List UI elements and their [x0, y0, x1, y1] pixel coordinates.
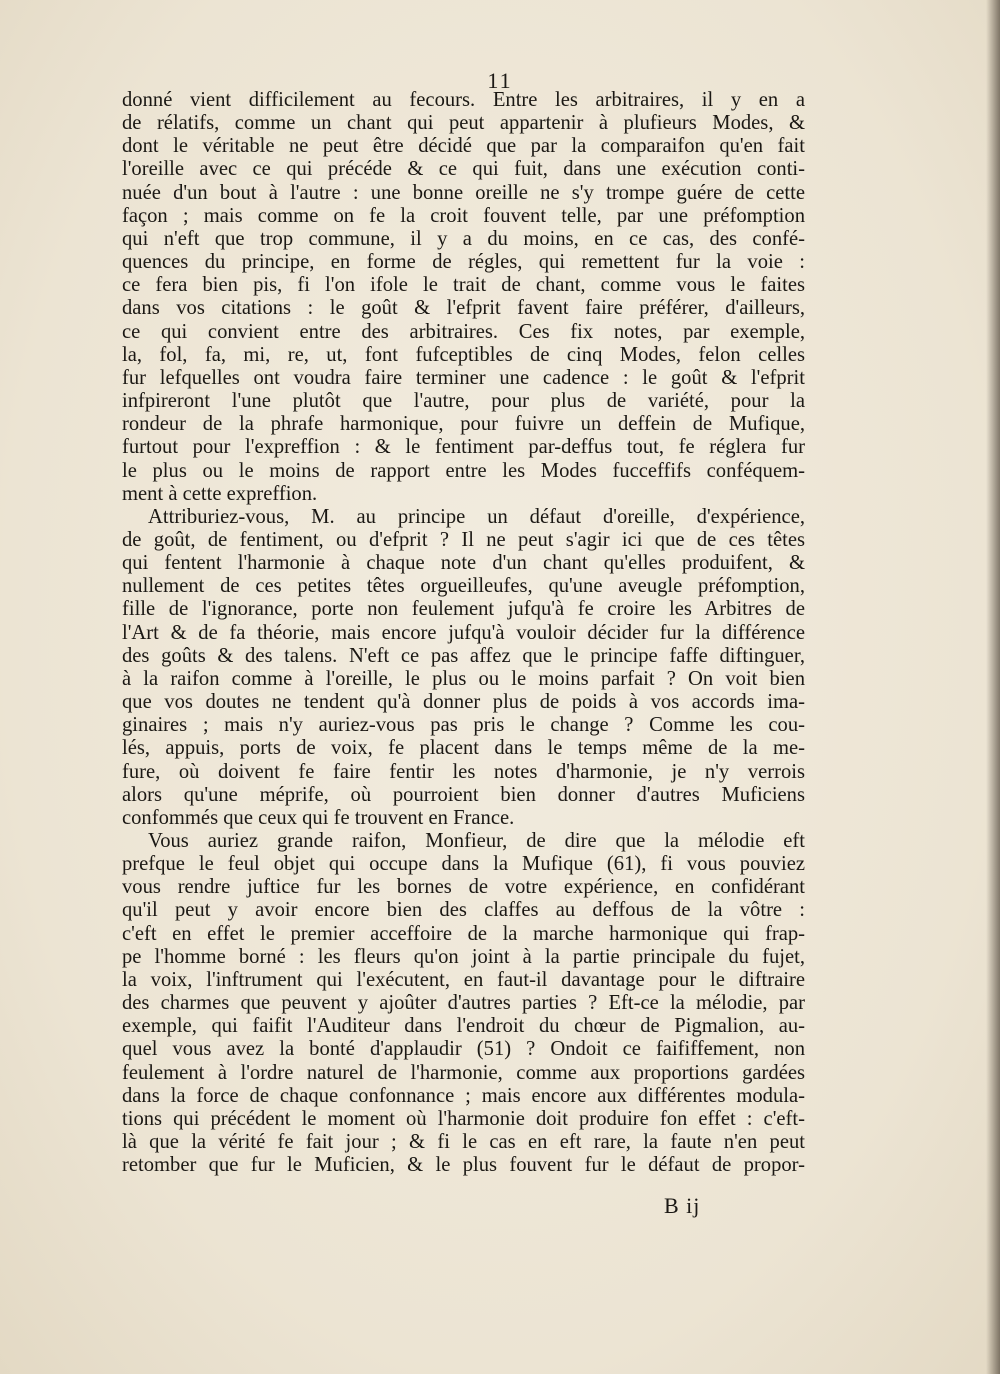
text-line: le plus ou le moins de rapport entre les Modes fucceffifs conféquem- — [122, 459, 805, 482]
text-line: c'eft en effet le premier acceffoire de la marche harmonique qui frap- — [122, 922, 805, 945]
text-line: la voix, l'inftrument qui l'exécutent, en faut-il davantage pour le diftraire — [122, 968, 805, 991]
text-line: rondeur de la phrafe harmonique, pour fuivre un deffein de Mufique, — [122, 413, 805, 436]
text-line: retomber que fur le Muficien, & le plus fouvent fur le défaut de propor- — [122, 1154, 805, 1177]
text-line: pe l'homme borné : les fleurs qu'on joint à la partie principale du fujet, — [122, 945, 805, 968]
text-line: furtout pour l'expreffion : & le fentiment par-deffus tout, fe réglera fur — [122, 436, 805, 459]
text-line: ment à cette expreffion. — [122, 482, 318, 505]
text-line: alors qu'une méprife, où pourroient bien donner d'autres Muficiens — [122, 783, 805, 806]
text-line: ginaires ; mais n'y auriez-vous pas pris le change ? Comme les cou- — [122, 714, 805, 737]
text-line: nullement de ces petites têtes orgueilleufes, qu'une aveugle préfomption, — [122, 575, 805, 598]
text-line: tions qui précédent le moment où l'harmonie doit produire fon effet : c'eft- — [122, 1107, 805, 1130]
text-line: dont le véritable ne peut être décidé que par la comparaifon qu'en fait — [122, 135, 805, 158]
text-line: ce fera bien pis, fi l'on ifole le trait de chant, comme vous le faites — [122, 274, 805, 297]
text-line: ce qui convient entre des arbitraires. Ces fix notes, par exemple, — [122, 320, 805, 343]
text-line: confommés que ceux qui fe trouvent en France. — [122, 806, 515, 829]
text-line: des charmes que peuvent y ajoûter d'autres parties ? Eft-ce la mélodie, par — [122, 992, 805, 1015]
text-line: l'oreille avec ce qui précéde & ce qui fuit, dans une exécution conti- — [122, 158, 805, 181]
text-line: fur lefquelles ont voudra faire terminer une cadence : le goût & l'efprit — [122, 366, 805, 389]
text-line: infpireront l'une plutôt que l'autre, pour plus de variété, pour la — [122, 390, 805, 413]
text-line: vous rendre juftice fur les bornes de votre expérience, en confidérant — [122, 876, 805, 899]
text-line: dans vos citations : le goût & l'efprit favent faire préférer, d'ailleurs, — [122, 297, 805, 320]
text-line: de rélatifs, comme un chant qui peut appartenir à plufieurs Modes, & — [122, 112, 805, 135]
text-line: à la raifon comme à l'oreille, le plus ou le moins parfait ? On voit bien — [122, 667, 805, 690]
page-number: 11 — [487, 68, 513, 93]
body-text — [122, 89, 805, 1177]
text-line: lés, appuis, ports de voix, fe placent dans le temps même de la me- — [122, 737, 805, 760]
text-line: prefque le feul objet qui occupe dans la Mufique (61), fi vous pouviez — [122, 853, 805, 876]
text-line: exemple, qui faifit l'Auditeur dans l'endroit du chœur de Pigmalion, au- — [122, 1015, 805, 1038]
text-line: de goût, de fentiment, ou d'efprit ? Il ne peut s'agir ici que de ces têtes — [122, 528, 805, 551]
text-line: qui n'eft que trop commune, il y a du moins, en ce cas, des confé- — [122, 227, 805, 250]
text-line: feulement à l'ordre naturel de l'harmonie, comme aux proportions gardées — [122, 1061, 805, 1084]
text-line: que vos doutes ne tendent qu'à donner plus de poids à vos accords ima- — [122, 691, 805, 714]
text-line: là que la vérité fe fait jour ; & fi le cas en eft rare, la faute n'en peut — [122, 1131, 805, 1154]
text-line: fure, où doivent fe faire fentir les notes d'harmonie, je n'y verrois — [122, 760, 805, 783]
signature-mark: B ij — [664, 1193, 701, 1218]
text-line: fille de l'ignorance, porte non feulement jufqu'à fe croire les Arbitres de — [122, 598, 805, 621]
text-line: quel vous avez la bonté d'applaudir (51) ? Ondoit ce faififfement, non — [122, 1038, 805, 1061]
page-edge-shadow — [986, 0, 1000, 1374]
text-line: Attriburiez-vous, M. au principe un défaut d'oreille, d'expérience, — [148, 505, 805, 528]
text-line: qu'il peut y avoir encore bien des claffes au deffous de la vôtre : — [122, 899, 805, 922]
text-line: Vous auriez grande raifon, Monfieur, de dire que la mélodie eft — [148, 830, 805, 852]
text-line: façon ; mais comme on fe la croit fouvent telle, par une préfomption — [122, 204, 805, 227]
text-line: nuée d'un bout à l'autre : une bonne oreille ne s'y trompe guére de cette — [122, 181, 805, 204]
text-line: dans la force de chaque confonnance ; mais encore aux différentes modula- — [122, 1084, 805, 1107]
text-line: qui fentent l'harmonie à chaque note d'un chant qu'elles produifent, & — [122, 552, 805, 575]
text-line: des goûts & des talens. N'eft ce pas affez que le principe faffe diftinguer, — [122, 644, 805, 667]
text-line: donné vient difficilement au fecours. Entre les arbitraires, il y en a — [122, 89, 805, 111]
text-line: l'Art & de fa théorie, mais encore jufqu'à vouloir décider fur la différence — [122, 621, 805, 644]
text-line: quences du principe, en forme de régles, qui remettent fur la voie : — [122, 251, 805, 274]
text-line: la, fol, fa, mi, re, ut, font fufceptibles de cinq Modes, felon celles — [122, 343, 805, 366]
